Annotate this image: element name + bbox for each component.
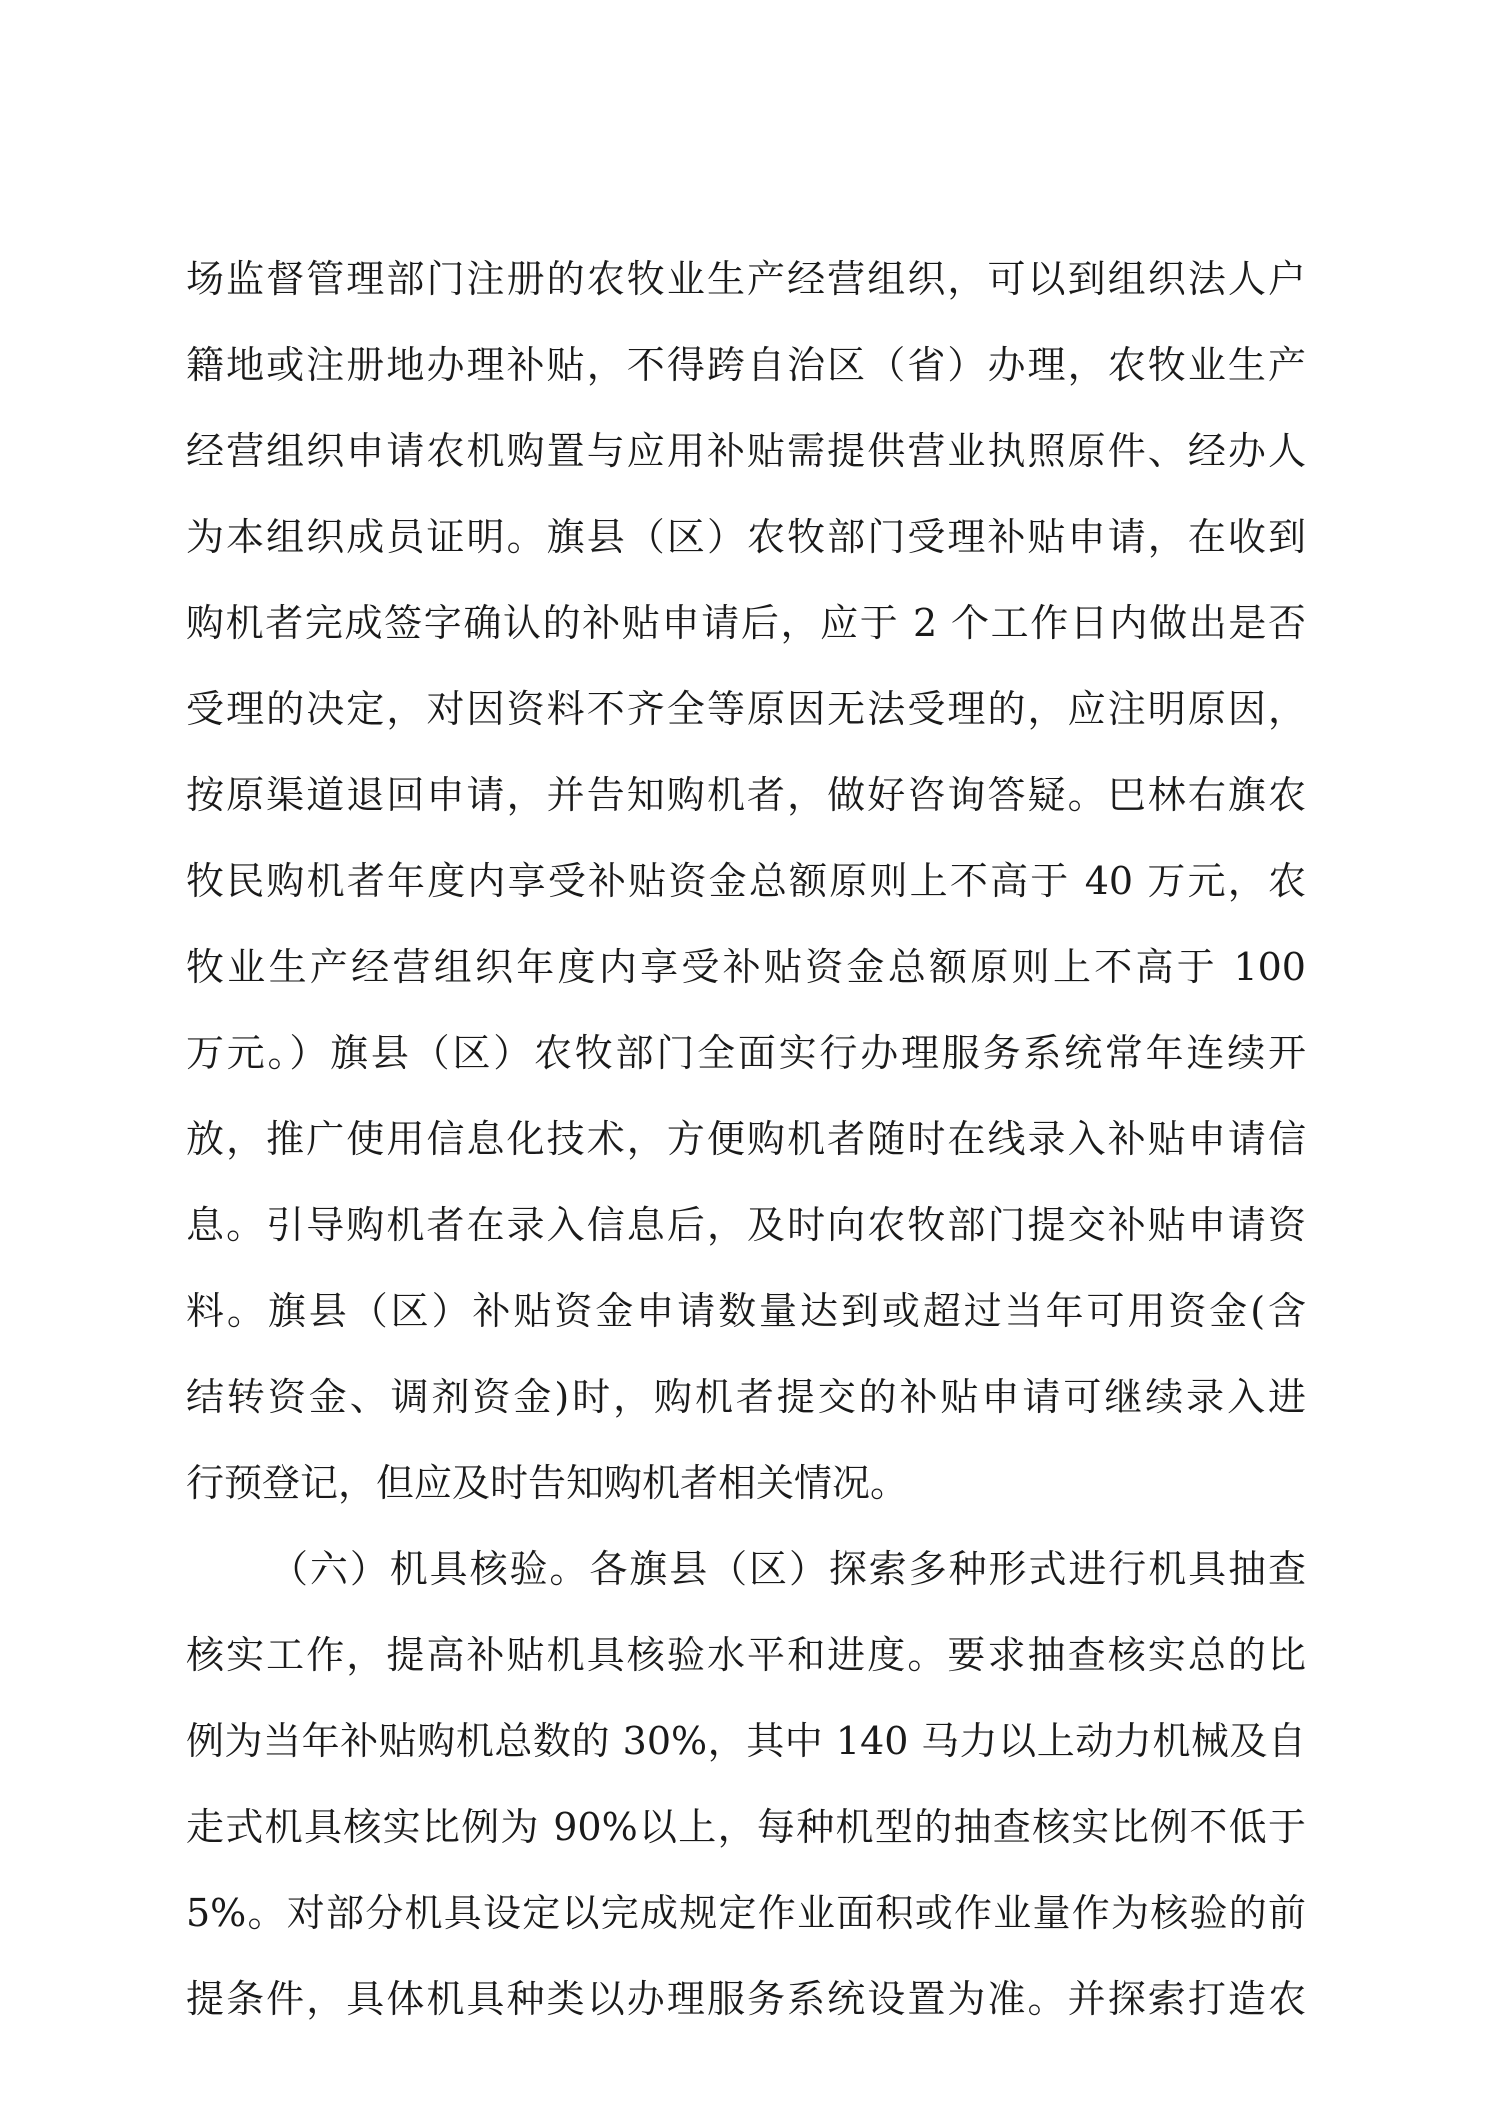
text-line: 5%。对部分机具设定以完成规定作业面积或作业量作为核验的前 <box>186 1891 1306 1935</box>
text-line: 例为当年补贴购机总数的 30%，其中 140 马力以上动力机械及自 <box>186 1719 1306 1763</box>
text-line: 牧民购机者年度内享受补贴资金总额原则上不高于 40 万元，农 <box>186 859 1306 903</box>
text-line: 结转资金、调剂资金)时，购机者提交的补贴申请可继续录入进 <box>186 1375 1306 1419</box>
text-line: 行预登记，但应及时告知购机者相关情况。 <box>186 1461 909 1505</box>
text-line: 籍地或注册地办理补贴，不得跨自治区（省）办理，农牧业生产 <box>186 343 1306 387</box>
text-line: 场监督管理部门注册的农牧业生产经营组织，可以到组织法人户 <box>186 257 1306 301</box>
paragraph-1 <box>186 236 1306 1526</box>
text-line: 料。旗县（区）补贴资金申请数量达到或超过当年可用资金(含 <box>186 1289 1306 1333</box>
text-line: 放，推广使用信息化技术，方便购机者随时在线录入补贴申请信 <box>186 1117 1306 1161</box>
text-line: 走式机具核实比例为 90%以上，每种机型的抽查核实比例不低于 <box>186 1805 1306 1849</box>
text-line: 息。引导购机者在录入信息后，及时向农牧部门提交补贴申请资 <box>186 1203 1306 1247</box>
text-line: （六）机具核验。各旗县（区）探索多种形式进行机具抽查 <box>270 1547 1306 1591</box>
text-line: 核实工作，提高补贴机具核验水平和进度。要求抽查核实总的比 <box>186 1633 1306 1677</box>
text-line: 提条件，具体机具种类以办理服务系统设置为准。并探索打造农 <box>186 1977 1306 2021</box>
text-line: 为本组织成员证明。旗县（区）农牧部门受理补贴申请，在收到 <box>186 515 1306 559</box>
paragraph-2-machine-inspection <box>186 1526 1306 2042</box>
text-line: 万元。）旗县（区）农牧部门全面实行办理服务系统常年连续开 <box>186 1031 1306 1075</box>
text-line: 经营组织申请农机购置与应用补贴需提供营业执照原件、经办人 <box>186 429 1306 473</box>
body-text <box>186 236 1306 2042</box>
text-line: 受理的决定，对因资料不齐全等原因无法受理的，应注明原因， <box>186 687 1306 731</box>
text-line: 按原渠道退回申请，并告知购机者，做好咨询答疑。巴林右旗农 <box>186 773 1306 817</box>
text-line: 购机者完成签字确认的补贴申请后，应于 2 个工作日内做出是否 <box>186 601 1306 645</box>
text-line: 牧业生产经营组织年度内享受补贴资金总额原则上不高于 100 <box>186 945 1306 989</box>
